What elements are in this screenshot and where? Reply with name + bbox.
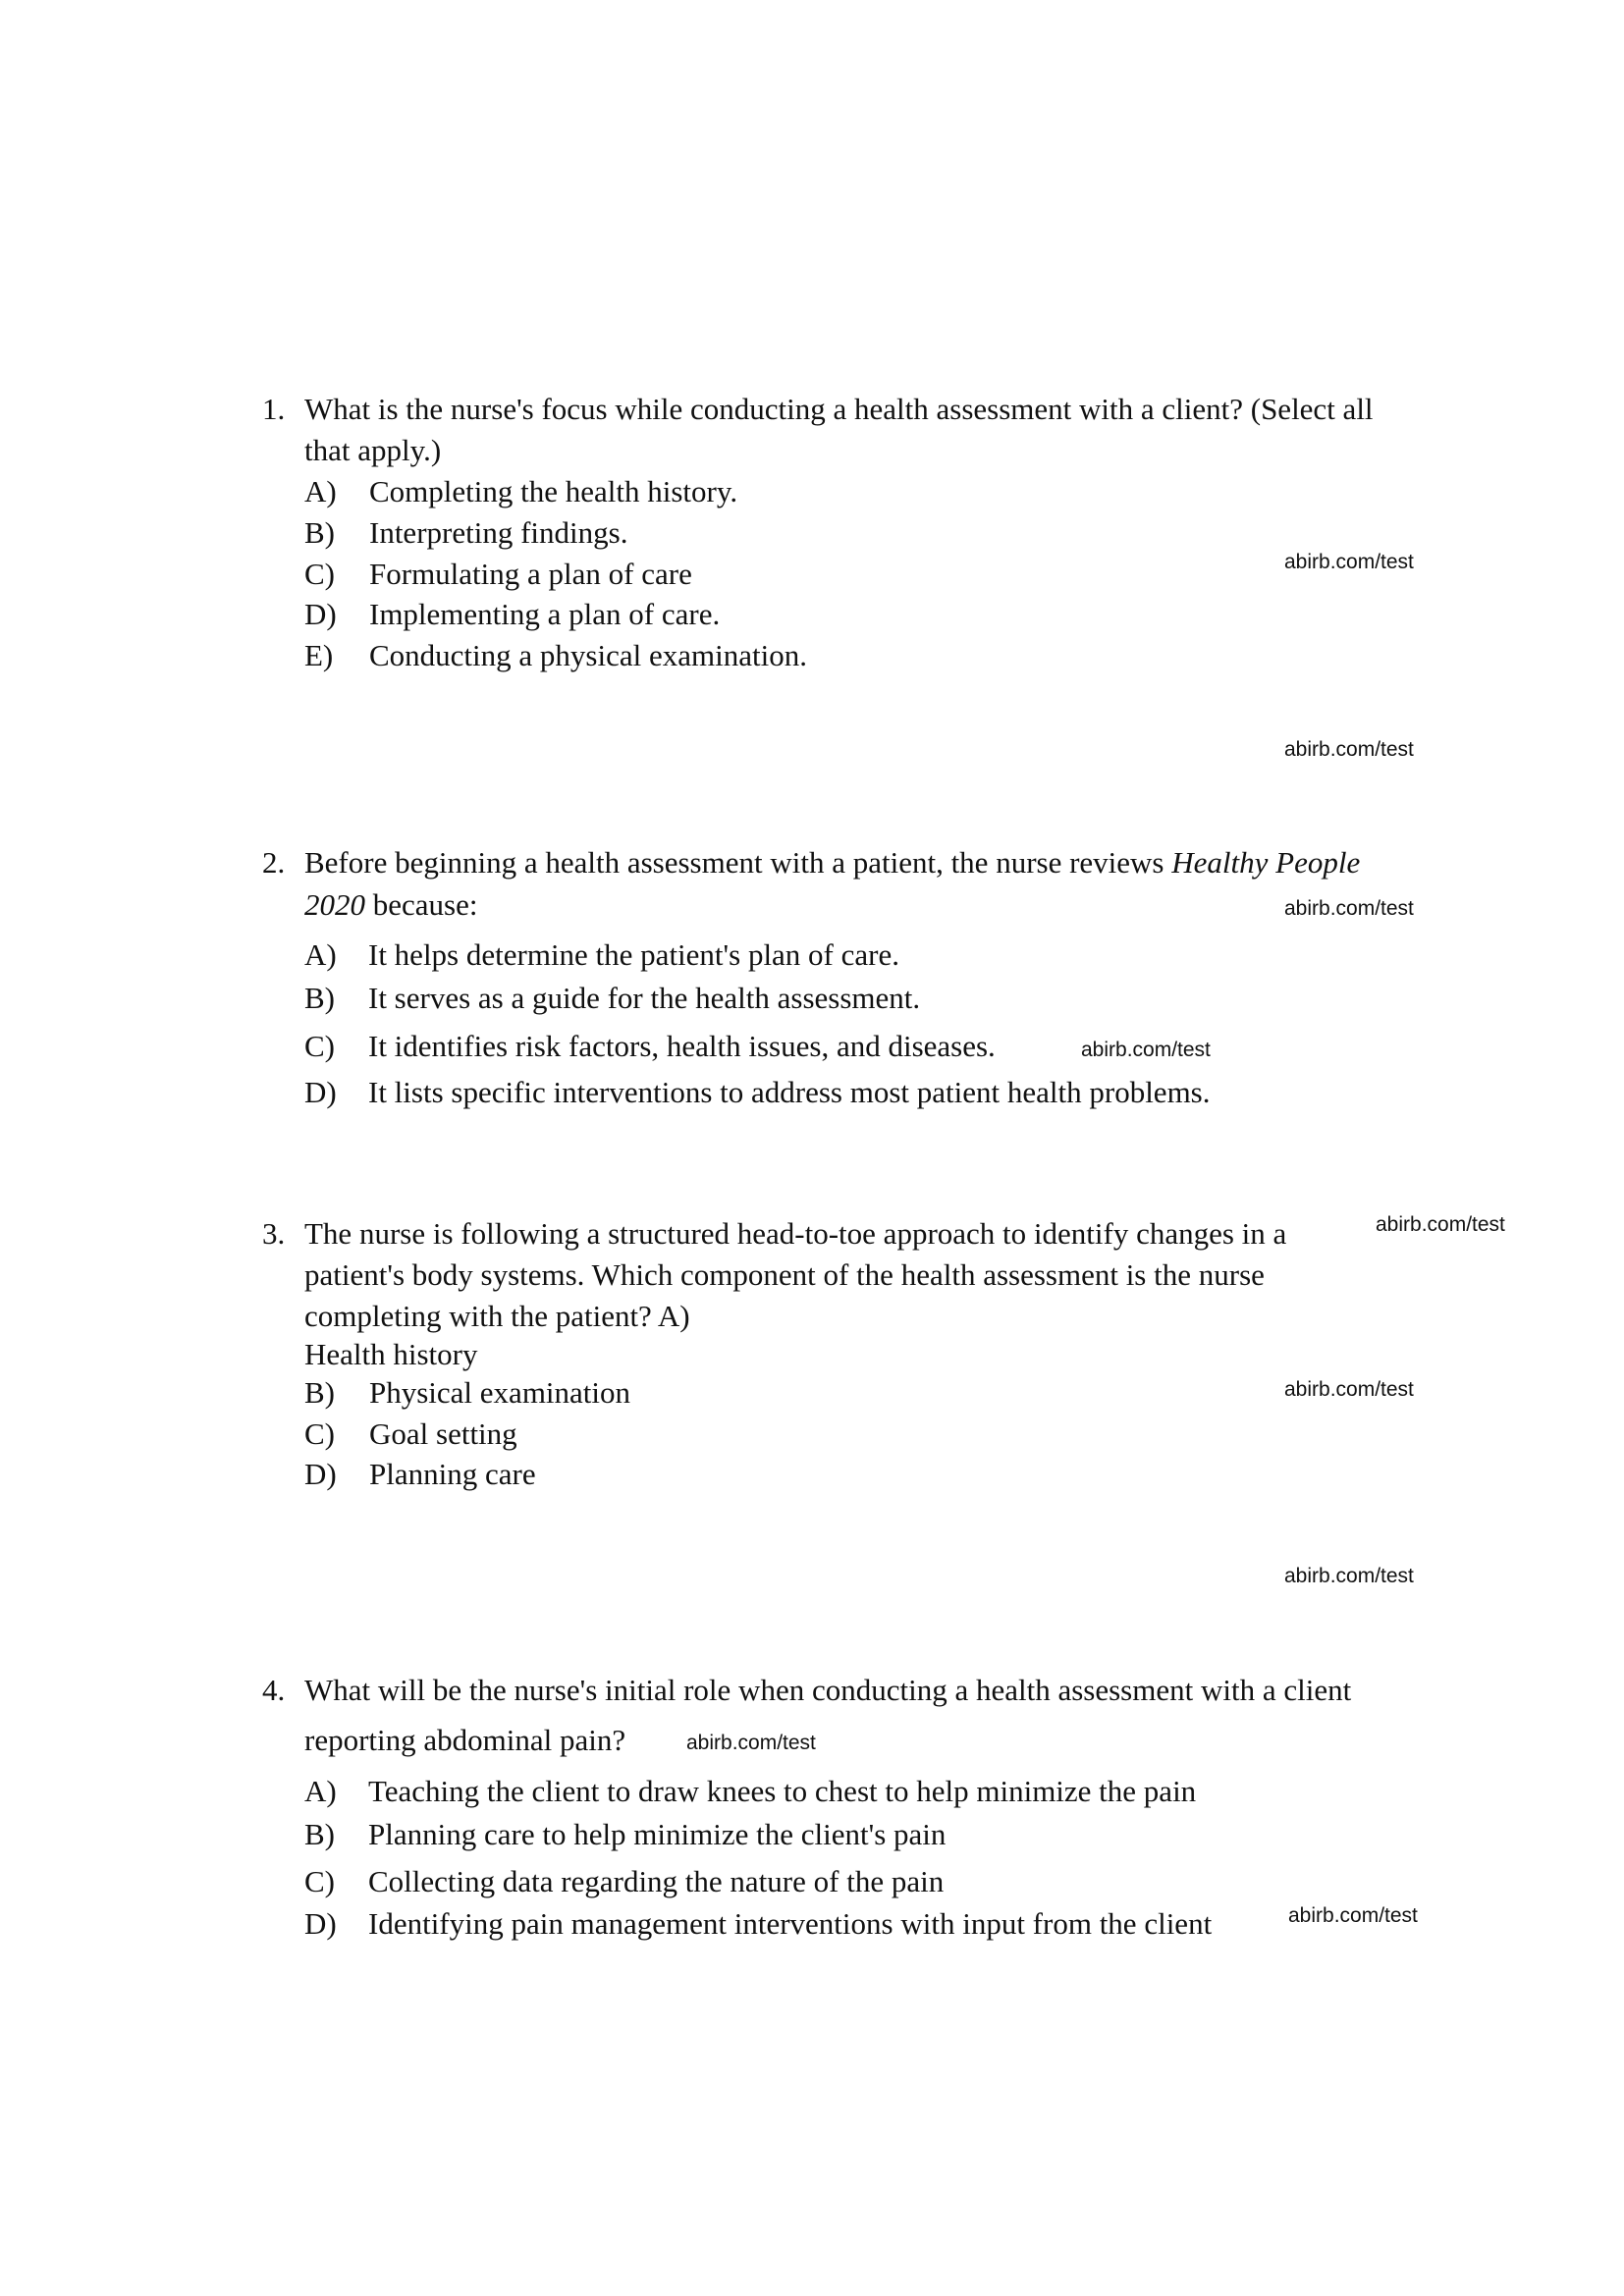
option-letter: C) bbox=[304, 1029, 335, 1063]
option-letter: A) bbox=[304, 474, 337, 508]
option-letter: D) bbox=[304, 1906, 337, 1941]
publication-title: Healthy People bbox=[1171, 845, 1361, 880]
watermark: abirb.com/test bbox=[1284, 738, 1414, 761]
option-text: Teaching the client to draw knees to chest to help minimize the pain bbox=[368, 1774, 1197, 1808]
option-text: It helps determine the patient's plan of care. bbox=[368, 937, 899, 972]
watermark: abirb.com/test bbox=[1081, 1039, 1211, 1061]
option-text: It lists specific interventions to address most patient health problems. bbox=[368, 1075, 1211, 1109]
option-text: Implementing a plan of care. bbox=[369, 597, 721, 631]
option-letter: A) bbox=[304, 937, 337, 972]
question-number: 2. bbox=[262, 845, 286, 880]
publication-year: 2020 bbox=[304, 887, 365, 922]
question-text: What is the nurse's focus while conducting a health assessment with a client? (Select all bbox=[304, 392, 1374, 426]
question-text-part: because: bbox=[365, 887, 478, 922]
question-text-part: Before beginning a health assessment with a patient, the nurse reviews bbox=[304, 845, 1172, 880]
option-text: Goal setting bbox=[369, 1416, 517, 1451]
option-letter: B) bbox=[304, 1375, 335, 1410]
option-letter: E) bbox=[304, 638, 334, 672]
question-number: 3. bbox=[262, 1216, 286, 1251]
option-text: Planning care bbox=[369, 1457, 536, 1491]
option-letter: B) bbox=[304, 981, 335, 1015]
watermark: abirb.com/test bbox=[1284, 1378, 1414, 1401]
option-text: Planning care to help minimize the client's pain bbox=[368, 1817, 947, 1851]
watermark: abirb.com/test bbox=[1284, 551, 1414, 573]
option-letter: B) bbox=[304, 1817, 335, 1851]
option-text: Health history bbox=[304, 1337, 478, 1371]
question-text: What will be the nurse's initial role when conducting a health assessment with a client bbox=[304, 1673, 1352, 1707]
option-text: Collecting data regarding the nature of the pain bbox=[368, 1864, 945, 1898]
option-letter: A) bbox=[304, 1774, 337, 1808]
question-text: reporting abdominal pain? bbox=[304, 1723, 626, 1757]
watermark: abirb.com/test bbox=[1284, 1565, 1414, 1587]
question-text: completing with the patient? A) bbox=[304, 1299, 690, 1333]
question-text: The nurse is following a structured head-to-toe approach to identify changes in a bbox=[304, 1216, 1287, 1251]
option-letter: C) bbox=[304, 1864, 335, 1898]
option-text: It serves as a guide for the health assessment. bbox=[368, 981, 921, 1015]
question-text bbox=[304, 843, 1360, 882]
option-text: Physical examination bbox=[369, 1375, 631, 1410]
option-text: Completing the health history. bbox=[369, 474, 738, 508]
option-text: Formulating a plan of care bbox=[369, 557, 692, 591]
option-letter: C) bbox=[304, 557, 335, 591]
option-text: Interpreting findings. bbox=[369, 515, 628, 550]
option-letter: C) bbox=[304, 1416, 335, 1451]
watermark: abirb.com/test bbox=[686, 1732, 816, 1754]
option-text: It identifies risk factors, health issues, and diseases. bbox=[368, 1029, 996, 1063]
option-letter: D) bbox=[304, 1457, 337, 1491]
option-letter: B) bbox=[304, 515, 335, 550]
option-letter: D) bbox=[304, 597, 337, 631]
question-text: that apply.) bbox=[304, 433, 442, 467]
option-text: Identifying pain management interventions with input from the client bbox=[368, 1906, 1213, 1941]
watermark: abirb.com/test bbox=[1284, 897, 1414, 920]
question-text: patient's body systems. Which component of the health assessment is the nurse bbox=[304, 1257, 1265, 1292]
option-text: Conducting a physical examination. bbox=[369, 638, 807, 672]
watermark: abirb.com/test bbox=[1288, 1904, 1418, 1927]
question-number: 1. bbox=[262, 392, 286, 426]
watermark: abirb.com/test bbox=[1376, 1213, 1505, 1236]
question-number: 4. bbox=[262, 1673, 286, 1707]
option-letter: D) bbox=[304, 1075, 337, 1109]
question-text bbox=[304, 885, 477, 925]
